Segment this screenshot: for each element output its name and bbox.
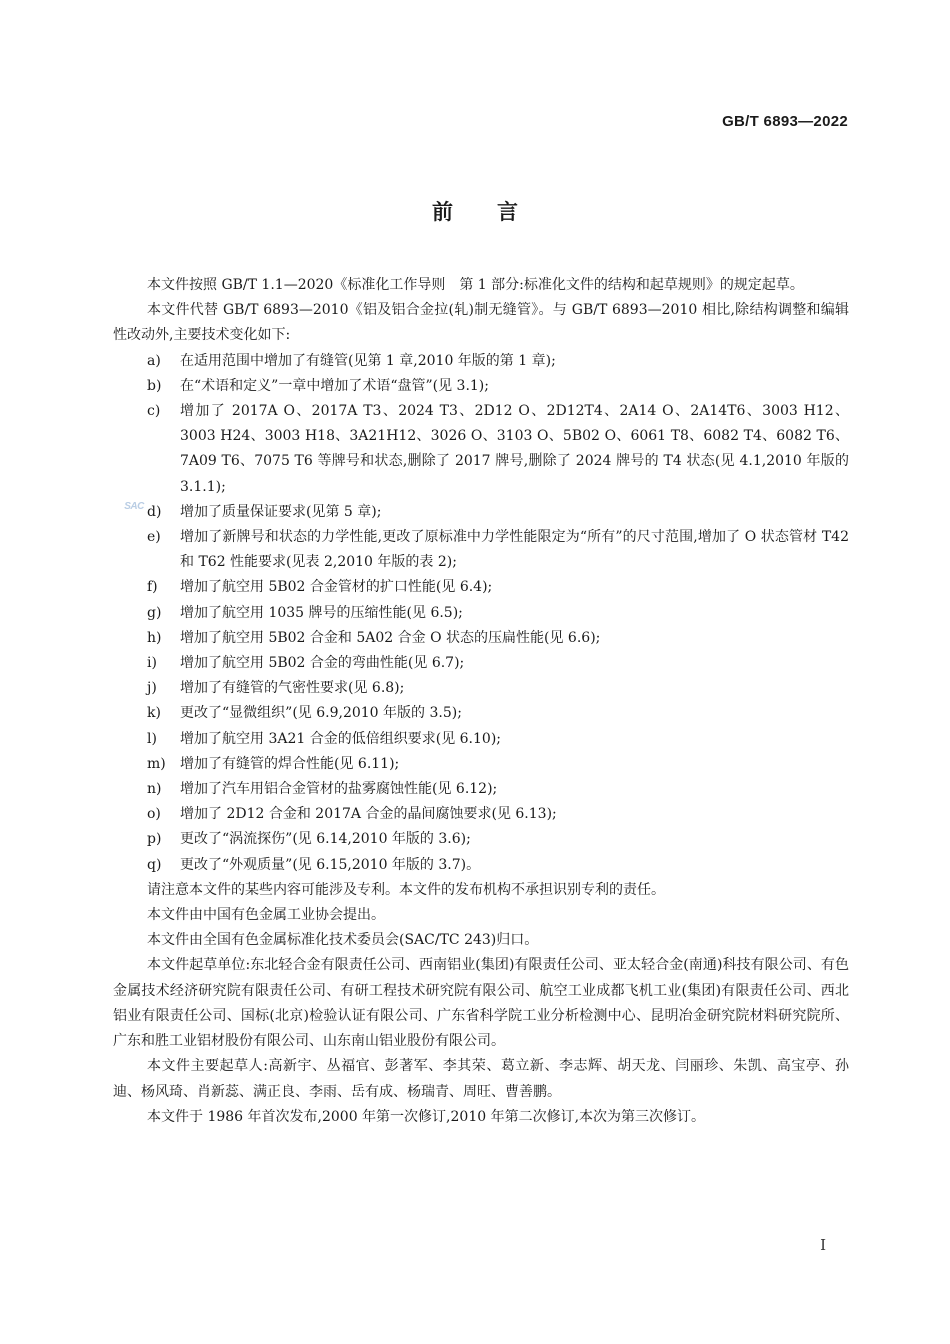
list-marker: e): [147, 529, 161, 546]
list-item: [113, 853, 849, 878]
list-marker: p): [147, 831, 162, 848]
list-item: [113, 752, 849, 777]
list-text: 增加了航空用 3A21 合金的低倍组织要求(见 6.10);: [180, 730, 501, 747]
list-text: 增加了航空用 5B02 合金的弯曲性能(见 6.7);: [180, 655, 465, 672]
patent-notice: 请注意本文件的某些内容可能涉及专利。本文件的发布机构不承担识别专利的责任。: [147, 881, 665, 898]
list-item: [113, 701, 849, 726]
list-item: [113, 399, 849, 500]
list-text: 增加了有缝管的焊合性能(见 6.11);: [180, 755, 400, 772]
list-marker: k): [147, 705, 161, 722]
list-item: [113, 802, 849, 827]
list-marker: d): [147, 503, 162, 520]
list-item: [113, 676, 849, 701]
foreword-body: [113, 273, 849, 1130]
list-marker: c): [147, 403, 161, 420]
page-number: I: [820, 1236, 826, 1254]
list-item: [113, 777, 849, 802]
list-text: 增加了有缝管的气密性要求(见 6.8);: [180, 680, 405, 697]
intro-paragraph: 本文件按照 GB/T 1.1—2020《标准化工作导则 第 1 部分:标准化文件的结构和起草规则》的规定起草。: [147, 277, 804, 293]
drafting-units: 本文件起草单位:东北轻合金有限责任公司、西南铝业(集团)有限责任公司、亚太轻合金(南通)科技有限公司、有色金属技术经济研究院有限责任公司、有研工程技术研究院有限公司、航空工业成都飞机工业(集团)有限责任公司、西北铝业有限责任公司、国标(北京)检验认证有限公司、广东省科学院工业分析检测中心、昆明冶金研究院材料研究院所、广东和胜工业铝材股份有限公司、山东南山铝业股份有限公司。: [113, 957, 849, 1050]
list-text: 更改了“外观质量”(见 6.15,2010 年版的 3.7)。: [180, 856, 481, 873]
list-marker: b): [147, 377, 162, 394]
list-marker: h): [147, 629, 162, 646]
list-item: [113, 827, 849, 852]
list-text: 增加了 2D12 合金和 2017A 合金的晶间腐蚀要求(见 6.13);: [180, 806, 557, 823]
list-marker: m): [147, 755, 166, 772]
drafters: 本文件主要起草人:高新宇、丛福官、彭著军、李其荣、葛立新、李志辉、胡天龙、闫丽珍、朱凯、高宝亭、孙迪、杨风琦、肖新蕊、满正良、李雨、岳有成、杨瑞青、周旺、曹善鹏。: [113, 1058, 849, 1100]
list-item: [113, 525, 849, 575]
list-marker: q): [147, 856, 162, 873]
publication-history: 本文件于 1986 年首次发布,2000 年第一次修订,2010 年第二次修订,本次为第三次修订。: [147, 1108, 706, 1125]
committee-statement: 本文件由全国有色金属标准化技术委员会(SAC/TC 243)归口。: [147, 932, 539, 949]
list-item: [113, 727, 849, 752]
proposer-statement: 本文件由中国有色金属工业协会提出。: [147, 907, 385, 924]
list-item: [113, 626, 849, 651]
list-marker: f): [147, 579, 158, 596]
list-item: [113, 651, 849, 676]
standard-number: GB/T 6893—2022: [722, 113, 848, 130]
list-text: 在“术语和定义”一章中增加了术语“盘管”(见 3.1);: [180, 377, 489, 394]
list-text: 在适用范围中增加了有缝管(见第 1 章,2010 年版的第 1 章);: [180, 352, 556, 369]
list-marker: n): [147, 781, 162, 798]
page-title: 前言: [432, 200, 562, 224]
list-text: 增加了质量保证要求(见第 5 章);: [180, 503, 382, 520]
list-marker: l): [147, 730, 157, 747]
list-text: 增加了航空用 5B02 合金和 5A02 合金 O 状态的压扁性能(见 6.6);: [180, 629, 601, 646]
changes-list: [113, 349, 849, 878]
list-text: 增加了 2017A O、2017A T3、2024 T3、2D12 O、2D12T4、2A14 O、2A14T6、3003 H12、3003 H24、3003 H18、3A21H12、3026 O、3103 O、5B02 O、6061 T8、6082 T4、6082 T6、7A09 T6、7075 T6 等牌号和状态,删除了 2017 牌号,删除了 2024 牌号的 T4 状态(见 4.1,2010 年版的 3.1.1);: [180, 403, 849, 495]
list-marker: j): [147, 680, 157, 697]
list-marker: a): [147, 352, 161, 369]
list-text: 增加了汽车用铝合金管材的盐雾腐蚀性能(见 6.12);: [180, 781, 498, 798]
list-marker: g): [147, 604, 162, 621]
list-item: [113, 500, 849, 525]
list-item: [113, 349, 849, 374]
list-marker: o): [147, 806, 161, 823]
sac-watermark-logo: SAC: [124, 500, 144, 512]
list-item: [113, 374, 849, 399]
list-text: 更改了“显微组织”(见 6.9,2010 年版的 3.5);: [180, 705, 462, 722]
list-item: [113, 575, 849, 600]
list-text: 增加了新牌号和状态的力学性能,更改了原标准中力学性能限定为“所有”的尺寸范围,增加了 O 状态管材 T42 和 T62 性能要求(见表 2,2010 年版的表 2);: [180, 529, 849, 571]
intro-paragraph: 本文件代替 GB/T 6893—2010《铝及铝合金拉(轧)制无缝管》。与 GB/T 6893—2010 相比,除结构调整和编辑性改动外,主要技术变化如下:: [113, 302, 849, 344]
list-text: 增加了航空用 5B02 合金管材的扩口性能(见 6.4);: [180, 579, 493, 596]
list-text: 增加了航空用 1035 牌号的压缩性能(见 6.5);: [180, 604, 463, 621]
list-text: 更改了“涡流探伤”(见 6.14,2010 年版的 3.6);: [180, 831, 471, 848]
list-item: [113, 601, 849, 626]
list-marker: i): [147, 655, 157, 672]
